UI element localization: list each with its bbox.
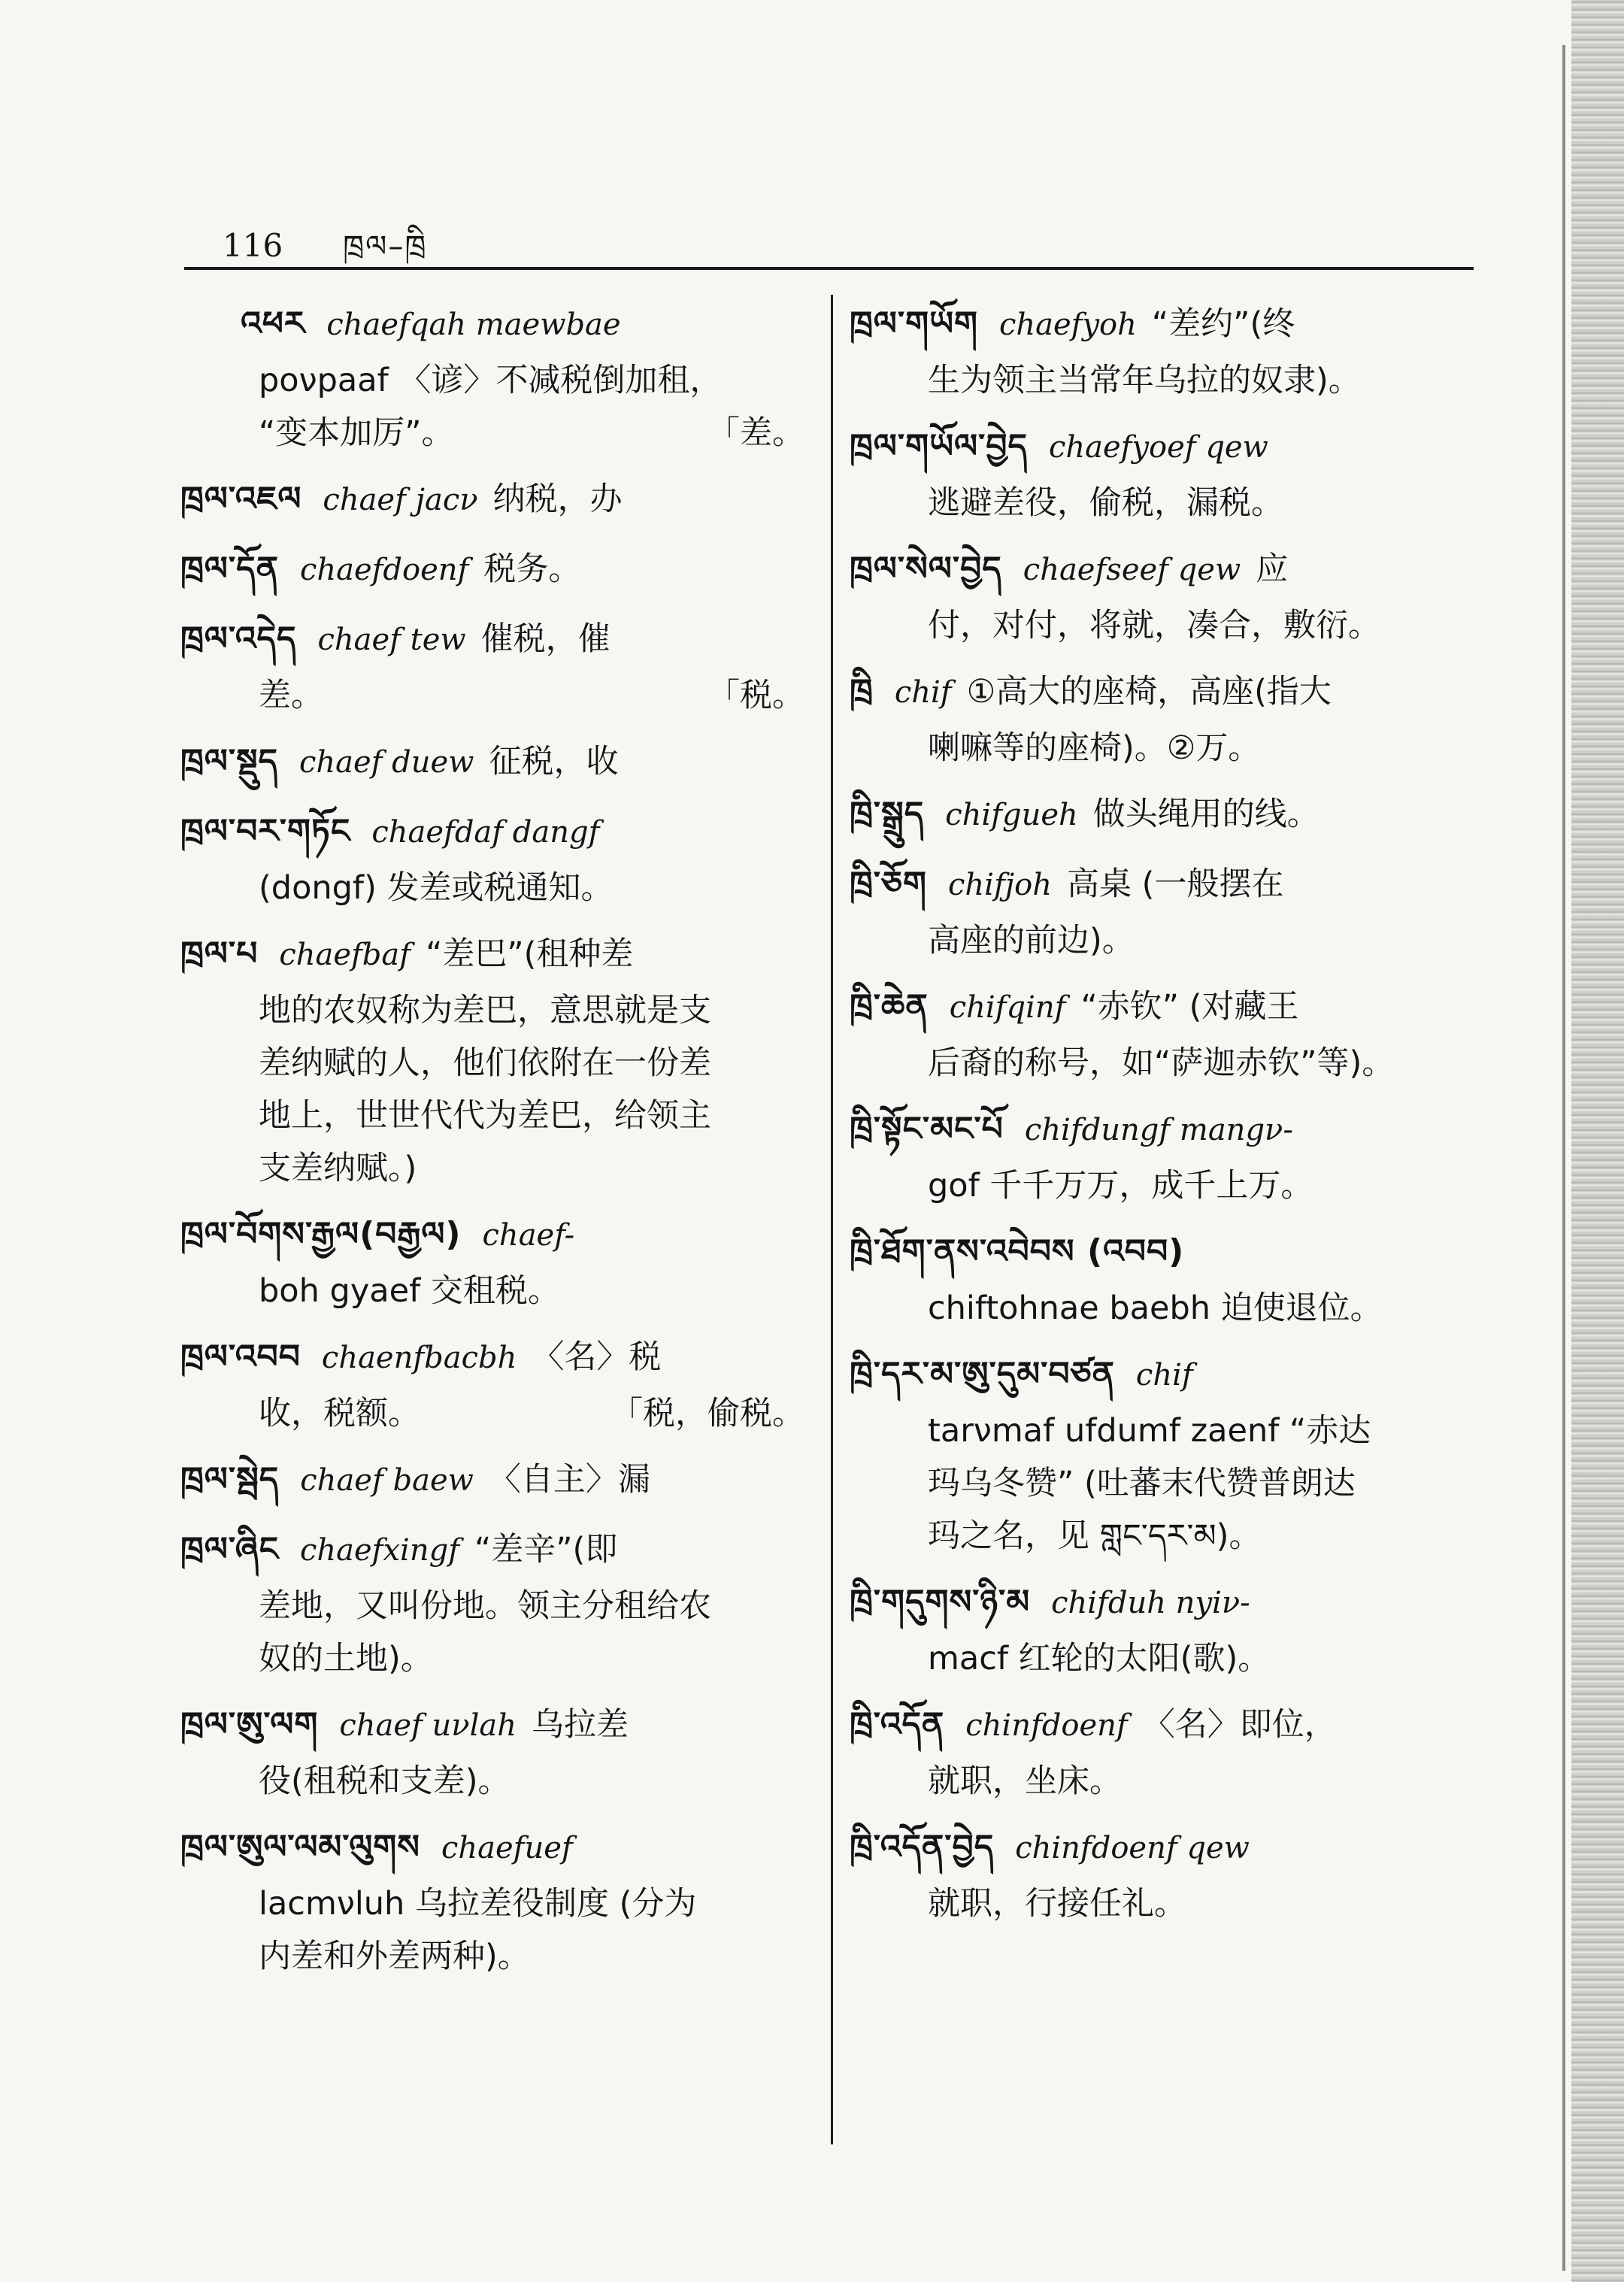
entry-continuation: 就职，坐床。	[928, 1762, 1122, 1800]
dictionary-entry	[180, 1328, 804, 1440]
entry-gloss: 催税，催	[480, 620, 611, 658]
entry-gloss: 高桌 (一般摆在	[1067, 865, 1284, 903]
entry-romanization: chaefseef qew	[1023, 553, 1241, 587]
entry-continuation: 收，税额。	[259, 1395, 420, 1432]
entry-gloss: “差巴”(租种差	[426, 935, 634, 973]
entry-headword: ཁྲལ་གཡོག	[850, 305, 978, 343]
entry-spacer	[180, 792, 804, 802]
entry-gloss: 〈名〉即位，	[1142, 1706, 1337, 1744]
entry-romanization: chaef duew	[298, 745, 474, 780]
entry-headword: ཁྲལ་འབབ	[180, 1338, 301, 1376]
entry-headword: ཁྲལ་ཨུལ་ལམ་ལུགས	[180, 1828, 420, 1866]
entry-continuation: 生为领主当常年乌拉的奴隶)。	[928, 362, 1361, 399]
dictionary-entry	[180, 1450, 804, 1510]
entry-cross-note: 「差。	[707, 414, 804, 452]
entry-romanization: chifduh nyiν-	[1051, 1586, 1250, 1620]
entry-continuation: lacmνluh 乌拉差役制度 (分为	[259, 1885, 697, 1923]
entry-spacer	[850, 529, 1489, 540]
entry-headword: ཁྲལ་བོགས་རྒྱལ(བརྒྱལ)	[180, 1215, 462, 1253]
dictionary-entry	[180, 732, 804, 792]
dictionary-entry	[850, 977, 1489, 1089]
entry-headword: ཁྲི་འདོན	[850, 1705, 945, 1744]
entry-continuation-line	[180, 1387, 804, 1440]
entry-gloss: 应	[1256, 550, 1289, 588]
entry-spacer	[180, 529, 804, 540]
dictionary-entry	[850, 1696, 1489, 1808]
dictionary-entry	[850, 1100, 1489, 1212]
entry-romanization: chaef-	[482, 1218, 575, 1253]
entry-continuation: 地的农奴称为差巴，意思就是支	[259, 992, 711, 1029]
entry-headword: ཁྲལ་ཞིང	[180, 1530, 279, 1568]
dictionary-entry	[850, 540, 1489, 652]
entry-headword: ཁྲི་ཅོག	[850, 865, 927, 903]
entry-headword: ཁྲལ་དོན	[180, 550, 279, 588]
entry-romanization: chaefxingf	[299, 1533, 459, 1568]
entry-continuation: 付，对付，将就，凑合，敷衍。	[928, 607, 1380, 644]
left-column	[180, 295, 804, 1993]
entry-continuation-line	[180, 669, 804, 722]
entry-romanization: chaefyoef qew	[1048, 430, 1268, 465]
entry-romanization: chaenfbacbh	[321, 1341, 517, 1375]
entry-spacer	[180, 459, 804, 470]
entry-headword: ཁྲལ་ཨུ་ལག	[180, 1705, 319, 1744]
dictionary-entry	[850, 295, 1489, 407]
entry-romanization: chaefyoh	[998, 308, 1137, 342]
dictionary-entry	[180, 925, 804, 1195]
entry-spacer	[850, 1930, 1489, 1941]
entry-gloss: 〈自主〉漏	[488, 1461, 650, 1499]
dictionary-entry	[850, 1818, 1489, 1930]
entry-spacer	[850, 652, 1489, 662]
entry-headword: ཁྲི་ཆེན	[850, 987, 929, 1026]
entry-romanization: chaef uνlah	[339, 1708, 517, 1743]
entry-continuation: 就职，行接任礼。	[928, 1885, 1186, 1923]
dictionary-entry	[850, 1345, 1489, 1562]
entry-romanization: chifjoh	[948, 868, 1053, 902]
entry-gloss: 〈名〉税	[532, 1338, 662, 1376]
entry-continuation: “变本加厉”。	[259, 414, 454, 452]
entry-spacer	[180, 1983, 804, 1993]
entry-headword: ཁྲི	[850, 672, 874, 711]
entry-spacer	[180, 599, 804, 610]
entry-romanization: chaef jacν	[323, 483, 478, 517]
entry-romanization: chif	[1135, 1358, 1193, 1393]
entry-continuation: gof 千千万万，成千上万。	[928, 1167, 1313, 1205]
entry-continuation: 内差和外差两种)。	[259, 1938, 530, 1975]
entry-headword: ཁྲལ་གཡོལ་བྱེད	[850, 427, 1028, 465]
entry-spacer	[850, 1212, 1489, 1223]
entry-romanization: chaefbaf	[279, 938, 411, 972]
entry-spacer	[850, 407, 1489, 417]
entry-spacer	[850, 1685, 1489, 1696]
entry-gloss: “差约”(终	[1151, 305, 1295, 343]
entry-romanization: chinfdoenf	[965, 1708, 1128, 1743]
entry-continuation: boh gyaef 交租税。	[259, 1272, 560, 1310]
entry-romanization: chaef baew	[300, 1463, 474, 1498]
entry-spacer	[180, 1440, 804, 1450]
entry-gloss: 征税，收	[489, 743, 619, 780]
entry-spacer	[850, 967, 1489, 977]
dictionary-entry	[850, 1223, 1489, 1335]
entry-romanization: chaefdaf dangf	[371, 815, 600, 850]
entry-spacer	[180, 1195, 804, 1205]
entry-spacer	[850, 1089, 1489, 1100]
entry-headword: ཁྲལ་འཇལ	[180, 480, 302, 518]
entry-headword: ཁྲི་གདུགས་ཉི་མ	[850, 1583, 1031, 1621]
dictionary-entry	[180, 1696, 804, 1808]
entry-continuation: 支差纳赋。)	[259, 1150, 417, 1187]
entry-continuation: 役(租税和支差)。	[259, 1762, 511, 1800]
entry-spacer	[850, 1808, 1489, 1818]
entry-continuation: 逃避差役，偷税，漏税。	[928, 484, 1283, 522]
dictionary-entry	[850, 417, 1489, 529]
entry-romanization: chaefqah maewbae	[326, 308, 621, 342]
entry-headword: ཁྲི་དར་མ་ཨུ་དུམ་བཙན	[850, 1355, 1115, 1393]
entry-romanization: chifqinf	[949, 990, 1066, 1025]
entry-continuation: poνpaaf 〈谚〉不减税倒加租，	[259, 362, 723, 399]
entry-continuation: (dongf) 发差或税通知。	[259, 869, 614, 907]
page-edge-shadow	[1571, 0, 1624, 2282]
entry-headword: ཁྲལ་འདེད	[180, 620, 297, 658]
right-column	[850, 295, 1489, 1941]
entry-romanization: chaef tew	[317, 623, 466, 657]
entry-spacer	[180, 1685, 804, 1696]
entry-continuation: 高座的前边)。	[928, 922, 1135, 959]
dictionary-entry	[180, 540, 804, 599]
dictionary-entry	[180, 610, 804, 722]
entry-continuation: 差地，又叫份地。领主分租给农	[259, 1587, 711, 1625]
entry-spacer	[180, 1510, 804, 1520]
entry-headword: འཕར	[241, 305, 306, 343]
entry-headword: ཁྲལ་སྡུད	[180, 742, 278, 780]
entry-spacer	[850, 1335, 1489, 1345]
entry-gloss: ①高大的座椅，高座(指大	[966, 673, 1332, 711]
column-divider	[831, 295, 833, 2144]
entry-gloss: “差辛”(即	[474, 1531, 618, 1568]
dictionary-entry	[180, 470, 804, 529]
entry-cross-note: 「税。	[707, 677, 804, 714]
entry-spacer	[180, 914, 804, 925]
entry-continuation: tarνmaf ufdumf zaenf “赤达	[928, 1412, 1371, 1450]
entry-romanization: chinfdoenf qew	[1015, 1831, 1250, 1865]
entry-spacer	[180, 722, 804, 732]
entry-headword: ཁྲལ་སེལ་བྱེད	[850, 550, 1002, 588]
dictionary-entry	[180, 1205, 804, 1317]
dictionary-entry	[850, 855, 1489, 967]
dictionary-entry	[180, 802, 804, 914]
dictionary-entry	[180, 1520, 804, 1685]
entry-continuation: 差。	[259, 677, 323, 714]
entry-romanization: chifgueh	[945, 798, 1078, 832]
entry-continuation: 玛之名，见 གླང་དར་མ)。	[928, 1517, 1262, 1555]
entry-spacer	[850, 1562, 1489, 1573]
entry-headword: ཁྲི་སྟོང་མང་པོ	[850, 1110, 1004, 1148]
entry-spacer	[850, 774, 1489, 785]
entry-romanization: chifdungf mangν-	[1024, 1113, 1293, 1147]
entry-continuation: 后裔的称号，如“萨迦赤钦”等)。	[928, 1044, 1395, 1082]
entry-continuation: 差纳赋的人，他们依附在一份差	[259, 1044, 711, 1082]
entry-cross-note: 「税，偷税。	[611, 1395, 804, 1432]
entry-spacer	[180, 1808, 804, 1818]
entry-continuation: macf 红轮的太阳(歌)。	[928, 1640, 1271, 1677]
entry-continuation-line	[180, 407, 804, 459]
entry-continuation: 奴的土地)。	[259, 1640, 433, 1677]
entry-headword: ཁྲལ་སྦེད	[180, 1460, 280, 1499]
page-header	[223, 212, 428, 264]
entry-romanization: chaefdoenf	[299, 553, 469, 587]
header-rule	[184, 267, 1474, 270]
entry-gloss: 乌拉差	[532, 1706, 629, 1744]
page-edge-line	[1562, 45, 1565, 2271]
page-number: 116	[223, 227, 283, 264]
entry-continuation: 地上，世世代代为差巴，给领主	[259, 1097, 711, 1135]
entry-gloss: “赤钦” (对藏王	[1080, 988, 1299, 1026]
entry-spacer	[180, 1317, 804, 1328]
entry-gloss: 纳税，办	[492, 480, 623, 518]
entry-headword: ཁྲི་འདོན་བྱེད	[850, 1828, 995, 1866]
entry-continuation: 喇嘛等的座椅)。②万。	[928, 729, 1261, 767]
dictionary-entry	[850, 1573, 1489, 1685]
dictionary-entry	[850, 662, 1489, 774]
entry-gloss: 税务。	[483, 550, 581, 588]
entry-headword: ཁྲི་ཐོག་ནས་འབེབས (འབབ)	[850, 1232, 1185, 1271]
entry-headword: ཁྲལ་བར་གཏོང	[180, 812, 351, 850]
entry-continuation: chiftohnae baebh 迫使退位。	[928, 1289, 1383, 1327]
entry-gloss: 做头绳用的线。	[1092, 796, 1320, 833]
entry-romanization: chif	[894, 675, 952, 710]
entry-spacer	[850, 844, 1489, 855]
entry-headword: ཁྲི་སྒྲུད	[850, 795, 925, 833]
entry-headword: ཁྲལ་པ	[180, 935, 259, 973]
running-head: ཁྲལ–ཁྲི	[343, 229, 428, 264]
entry-romanization: chaefuef	[441, 1831, 573, 1865]
dictionary-entry	[180, 295, 804, 459]
dictionary-entry	[180, 1818, 804, 1983]
dictionary-entry	[850, 785, 1489, 844]
entry-continuation: 玛乌冬赞” (吐蕃末代赞普朗达	[928, 1465, 1356, 1502]
